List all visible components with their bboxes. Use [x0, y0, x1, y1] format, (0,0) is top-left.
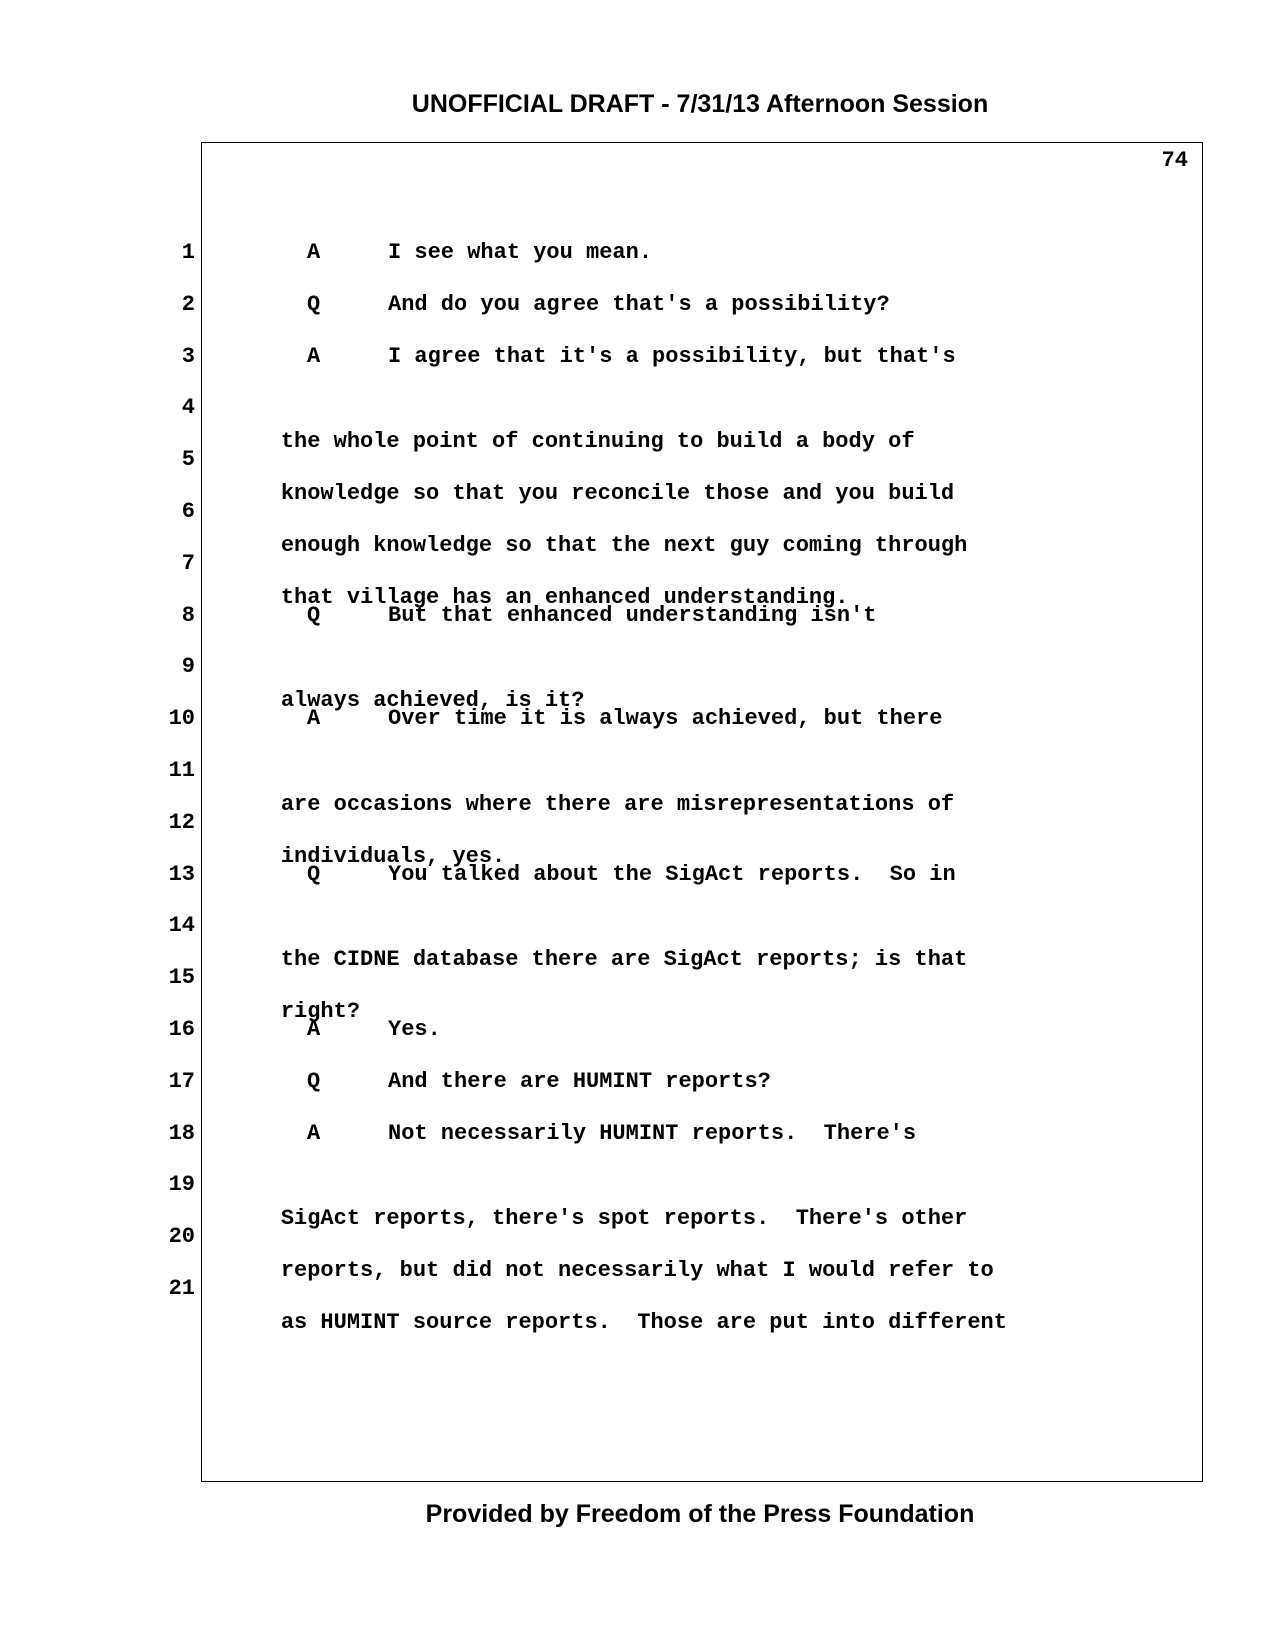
speaker-label: A: [307, 1120, 321, 1146]
page-footer: Provided by Freedom of the Press Foundation: [425, 1500, 975, 1528]
page-header-title: UNOFFICIAL DRAFT - 7/31/13 Afternoon Session: [411, 90, 989, 118]
speaker-label: Q: [307, 1068, 321, 1094]
speaker-label: Q: [307, 602, 321, 628]
speech-text: I see what you mean.: [388, 240, 653, 265]
speaker-label: A: [307, 343, 321, 369]
continuation-text: individuals, yes.: [280, 843, 506, 869]
line-number: 13: [168, 861, 195, 887]
speaker-label: A: [307, 240, 321, 265]
transcript-line: [228, 702, 1188, 754]
speaker-label: A: [307, 1016, 321, 1042]
speech-text: You talked about the SigAct reports. So in: [388, 861, 956, 887]
speech-text: Yes.: [388, 1016, 441, 1042]
speech-text: And there are HUMINT reports?: [388, 1068, 771, 1094]
transcript-line: [228, 754, 1188, 817]
continuation-text: are occasions where there are misrepresentations of: [280, 791, 955, 817]
continuation-text: right?: [280, 999, 361, 1025]
continuation-text: reports, but did not necessarily what I would refer to: [280, 1258, 994, 1284]
transcript-line: [228, 547, 1188, 610]
continuation-text: knowledge so that you reconcile those and you build: [280, 481, 955, 507]
continuation-text: that village has an enhanced understanding.: [280, 584, 849, 610]
transcript-line: [228, 806, 1188, 869]
speaker-label: A: [307, 706, 321, 732]
transcript-line: [228, 650, 1188, 714]
transcript-line: [228, 1117, 1188, 1169]
line-number: 12: [168, 809, 195, 835]
line-number: 18: [168, 1120, 195, 1146]
transcript-line: [228, 599, 1188, 651]
line-number: 10: [168, 706, 195, 732]
line-number: 6: [181, 498, 195, 524]
line-number: 14: [168, 913, 195, 939]
transcript-line: [228, 1013, 1188, 1065]
transcript-line: [228, 858, 1188, 910]
line-number: 17: [168, 1068, 195, 1094]
transcript-line: [228, 1168, 1188, 1232]
speech-text: Over time it is always achieved, but there: [388, 706, 943, 732]
line-number: 7: [181, 550, 195, 576]
speech-text: But that enhanced understanding isn't: [388, 602, 877, 628]
transcript-line: [228, 1272, 1188, 1335]
line-number: 19: [168, 1172, 195, 1198]
transcript-line: [228, 443, 1188, 507]
speech-text: I agree that it's a possibility, but that's: [388, 343, 956, 369]
line-number: 21: [168, 1275, 195, 1301]
transcript-body: [228, 236, 1188, 1335]
transcript-line: [228, 1220, 1188, 1284]
transcript-line: [228, 495, 1188, 558]
line-number: 9: [181, 654, 195, 680]
transcript-line: [228, 288, 1188, 340]
speaker-label: Q: [307, 291, 321, 317]
speaker-label: Q: [307, 861, 321, 887]
continuation-text: the whole point of continuing to build a body of: [280, 429, 915, 455]
continuation-text: SigAct reports, there's spot reports. There's other: [280, 1206, 968, 1232]
line-number: 2: [181, 291, 195, 317]
line-number: 11: [168, 757, 195, 783]
transcript-line: [228, 236, 1188, 288]
speech-text: And do you agree that's a possibility?: [388, 291, 890, 317]
transcript-line: [228, 961, 1188, 1025]
line-number: 1: [181, 240, 195, 265]
continuation-text: always achieved, is it?: [280, 688, 585, 714]
line-number: 4: [181, 395, 195, 421]
line-number: 20: [168, 1224, 195, 1250]
transcript-line: [228, 340, 1188, 392]
line-number: 5: [181, 447, 195, 473]
continuation-text: enough knowledge so that the next guy coming through: [280, 532, 968, 558]
line-number-column: [120, 236, 195, 1324]
line-number: 15: [168, 965, 195, 991]
speech-text: Not necessarily HUMINT reports. There's: [388, 1120, 917, 1146]
line-number: 8: [181, 602, 195, 628]
continuation-text: as HUMINT source reports. Those are put into different: [280, 1309, 1007, 1335]
transcript-line: [228, 909, 1188, 973]
transcript-line: [228, 1065, 1188, 1117]
line-number: 16: [168, 1016, 195, 1042]
continuation-text: the CIDNE database there are SigAct reports; is that: [280, 947, 968, 973]
page-number: 74: [1161, 148, 1188, 173]
transcript-line: [228, 391, 1188, 455]
line-number: 3: [181, 343, 195, 369]
